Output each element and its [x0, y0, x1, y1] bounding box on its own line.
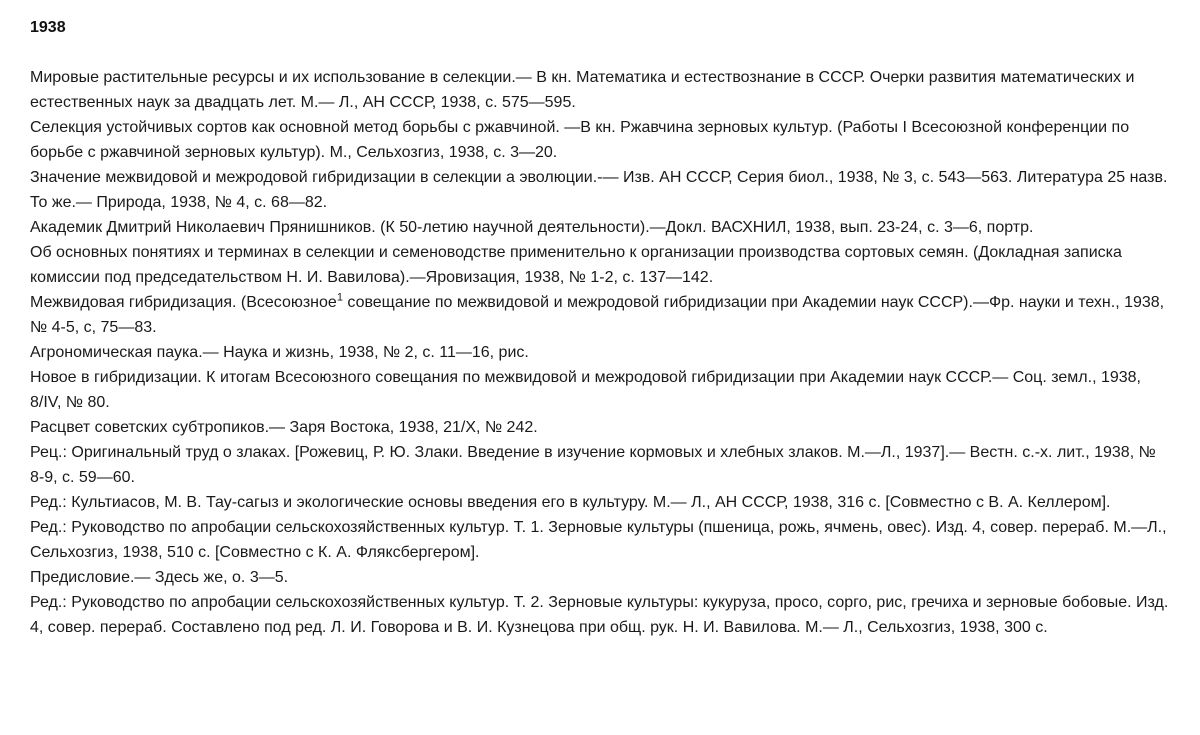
- bibliography-entry-hybridization: [30, 290, 1170, 340]
- bibliography-entry: Ред.: Культиасов, М. В. Тау-сагыз и экологические основы введения его в культуру. М.— Л., АН СССР, 1938, 316 с. [Совместно с В. А. Келлером].: [30, 494, 1111, 511]
- bibliography-entry: Ред.: Руководство по апробации сельскохозяйственных культур. Т. 2. Зерновые культуры: кукуруза, просо, сорго, рис, гречиха и зерновые бобовые. Изд. 4, совер. перераб. Составлено под ред. Л. И. Говорова и В. И. Кузнецова при общ. рук. Н. И. Вавилова. М.— Л., Сельхозгиз, 1938, 300 с.: [30, 594, 1169, 636]
- bibliography-entry: Значение межвидовой и межродовой гибридизации в селекции а эволюции.-— Изв. АН СССР, Серия биол., 1938, № 3, с. 543—563. Литература 25 назв.: [30, 169, 1168, 186]
- footnote-marker: 1: [336, 291, 343, 304]
- bibliography-entry: Селекция устойчивых сортов как основной метод борьбы с ржавчиной. —В кн. Ржавчина зерновых культур. (Работы I Всесоюзной конференции по борьбе с ржавчиной зерновых культур). М., Сельхозгиз, 1938, с. 3—20.: [30, 119, 1130, 161]
- bibliography-entry: Агрономическая паука.— Наука и жизнь, 1938, № 2, с. 11—16, рис.: [30, 344, 529, 361]
- entry-text-end: совещание по межвидовой и межродовой гибридизации при Академии наук СССР).—Фр. науки и техн., 1938, № 4-5, с, 75—83.: [30, 294, 1165, 336]
- bibliography-entry: Об основных понятиях и терминах в селекции и семеноводстве применительно к организации производства сортовых семян. (Докладная записка комиссии под председательством Н. И. Вавилова).—Яровизация, 1938, № 1-2, с. 137—142.: [30, 244, 1122, 286]
- bibliography-entry: Академик Дмитрий Николаевич Прянишников. (К 50-летию научной деятельности).—Докл. ВАСХНИЛ, 1938, вып. 23-24, с. 3—6, портр.: [30, 219, 1034, 236]
- year-heading: 1938: [30, 19, 66, 36]
- bibliography-entry: Расцвет советских субтропиков.— Заря Востока, 1938, 21/X, № 242.: [30, 419, 538, 436]
- bibliography-entry: Рец.: Оригинальный труд о злаках. [Рожевиц, Р. Ю. Злаки. Введение в изучение кормовых и хлебных злаков. М.—Л., 1937].— Вестн. с.-х. лит., 1938, № 8-9, с. 59—60.: [30, 444, 1156, 486]
- bibliography-entry: То же.— Природа, 1938, № 4, с. 68—82.: [30, 194, 328, 211]
- entry-text-start: Межвидовая гибридизация. (Всесоюзное: [30, 294, 337, 311]
- bibliography-entry: Новое в гибридизации. К итогам Всесоюзного совещания по межвидовой и межродовой гибридизации при Академии наук СССР.— Соц. земл., 1938, 8/IV, № 80.: [30, 369, 1141, 411]
- bibliography-entry: Мировые растительные ресурсы и их использование в селекции.— В кн. Математика и естествознание в СССР. Очерки развития математических и естественных наук за двадцать лет. М.— Л., АН СССР, 1938, с. 575—595.: [30, 69, 1135, 111]
- bibliography-entry: Предисловие.— Здесь же, о. 3—5.: [30, 569, 289, 586]
- bibliography-list: [30, 65, 1170, 640]
- bibliography-entry: Ред.: Руководство по апробации сельскохозяйственных культур. Т. 1. Зерновые культуры (пшеница, рожь, ячмень, овес). Изд. 4, совер. перераб. М.—Л., Сельхозгиз, 1938, 510 с. [Совместно с К. А. Фляксбергером].: [30, 519, 1167, 561]
